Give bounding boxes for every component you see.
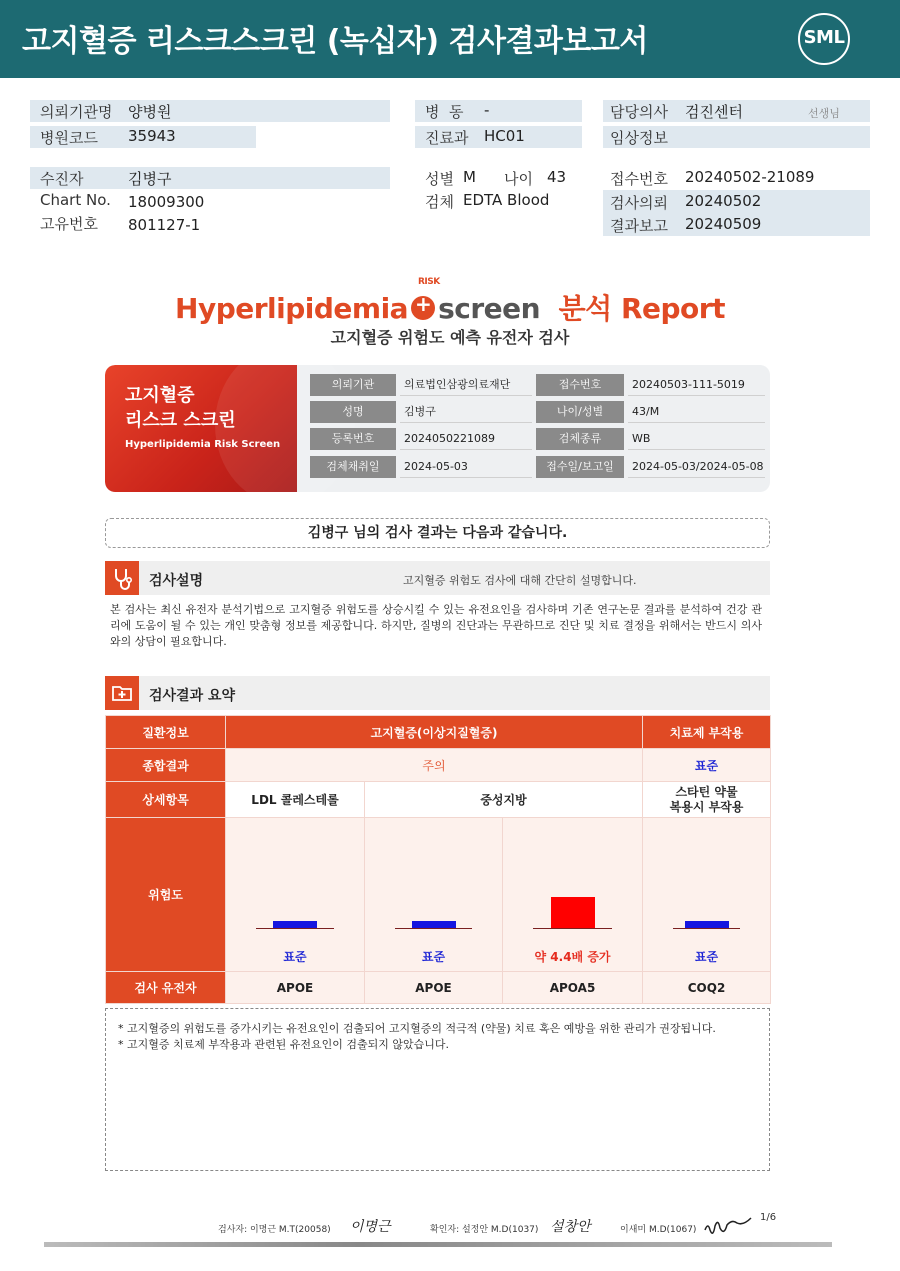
overall-result-drug: 표준: [643, 749, 771, 782]
id-label: 고유번호: [40, 215, 98, 233]
report-subtitle: 고지혈증 위험도 예측 유전자 검사: [330, 328, 570, 347]
risk-label: 표준: [694, 950, 719, 964]
medical-folder-icon: [105, 676, 139, 710]
heading-report: 분석 Report: [558, 292, 725, 325]
disease-name: 고지혈증(이상지질혈증): [226, 716, 643, 749]
request-label: 검사의뢰: [610, 194, 668, 212]
shade-patient: [30, 167, 390, 189]
analysis-report-heading: [0, 277, 900, 327]
card-value: 20240503-111-5019: [628, 374, 765, 396]
overall-result-disease: 주의: [226, 749, 643, 782]
risk-baseline: [395, 928, 472, 929]
sex-value: M: [463, 168, 476, 186]
detail-ldl: LDL 콜레스테롤: [226, 782, 365, 818]
detail-triglyceride: 중성지방: [365, 782, 643, 818]
table-row: [106, 818, 771, 972]
institution-value: 양병원: [128, 103, 172, 121]
sex-label: 성별: [425, 170, 454, 188]
doctor-value: 검진센터: [685, 103, 743, 121]
doctor-suffix: 선생님: [808, 107, 840, 120]
test-description-text: 본 검사는 최신 유전자 분석기법으로 고지혈증 위험도를 상승시킬 수 있는 유전요인을 검사하며 기존 연구논문 결과를 분석하여 건강 관리에 도움이 될 수 있는 개인 맞춤형 정보를 제공합니다. 하지만, 질병의 진단과는 무관하므로 진단 및 치료 결정을 위해서는 반드시 의사와의 상담이 필요합니다.: [110, 603, 762, 648]
sml-logo-text: SML: [803, 27, 845, 48]
dept-value: HC01: [484, 127, 525, 145]
table-row: [106, 716, 771, 749]
card-key: 접수번호: [536, 374, 624, 396]
risk-baseline: [256, 928, 334, 929]
card-value: 43/M: [628, 401, 765, 423]
section-title: 검사결과 요약: [149, 688, 236, 704]
result-intro: 김병구 님의 검사 결과는 다음과 같습니다.: [105, 518, 770, 548]
risk-bar: [273, 921, 317, 928]
card-value: WB: [628, 428, 765, 450]
banner-title: [125, 383, 236, 433]
risk-label: 표준: [421, 950, 446, 964]
chart-value: 18009300: [128, 193, 205, 211]
age-label: 나이: [504, 170, 533, 188]
risk-cell: [643, 818, 771, 972]
gene-name: APOE: [226, 972, 365, 1004]
gene-name: APOA5: [503, 972, 643, 1004]
hospital-code-value: 35943: [128, 127, 176, 145]
section-result-summary: [105, 676, 770, 710]
dept-label: 진료과: [425, 129, 469, 147]
note-line: * 고지혈증의 위험도를 증가시키는 유전요인이 검출되어 고지혈증의 적극적 (약물) 치료 혹은 예방을 위한 관리가 권장됩니다.: [118, 1022, 716, 1035]
row-header-overall: 종합결과: [106, 749, 226, 782]
table-row: [106, 972, 771, 1004]
row-header-disease: 질환정보: [106, 716, 226, 749]
heading-screen: screen: [438, 292, 541, 325]
sml-logo: [798, 13, 850, 65]
id-value: 801127-1: [128, 216, 201, 234]
risk-cell: [226, 818, 365, 972]
card-row: [310, 428, 765, 452]
report-label: 결과보고: [610, 217, 668, 235]
third-signature-scribble: [703, 1216, 755, 1238]
tester-info: 검사자: 이명근 M.T(20058): [218, 1225, 331, 1235]
table-row: [106, 749, 771, 782]
card-banner: [105, 365, 297, 492]
banner-english-title: Hyperlipidemia Risk Screen: [125, 439, 281, 450]
request-value: 20240502: [685, 192, 762, 210]
doctor-label: 담당의사: [610, 103, 668, 121]
note-line: * 고지혈증 치료제 부작용과 관련된 유전요인이 검출되지 않았습니다.: [118, 1038, 449, 1051]
risk-bar: [412, 921, 456, 928]
section-test-description: [105, 561, 770, 595]
report-title-bar: [0, 0, 900, 78]
report-title: 고지혈증 리스크스크린 (녹십자) 검사결과보고서: [22, 24, 648, 59]
drug-side-effect-header: 치료제 부작용: [643, 716, 771, 749]
test-info-card: [105, 365, 770, 492]
banner-title-line2: 리스크 스크린: [125, 410, 236, 431]
patient-label: 수진자: [40, 170, 84, 188]
section-caption: 고지혈증 위험도 검사에 대해 간단히 설명합니다.: [403, 574, 637, 587]
detail-statin: [643, 782, 771, 818]
risk-cell: [503, 818, 643, 972]
risk-cell: [365, 818, 503, 972]
confirmer-info: 확인자: 설정안 M.D(1037): [430, 1225, 539, 1235]
risk-bar: [685, 921, 729, 928]
patient-value: 김병구: [128, 170, 172, 188]
detail-statin-line2: 복용시 부작용: [669, 799, 744, 814]
tester-signature: 이명근: [350, 1219, 391, 1235]
third-signer-info: 이새미 M.D(1067): [620, 1225, 697, 1235]
gene-name: COQ2: [643, 972, 771, 1004]
card-value: 2024050221089: [400, 428, 532, 450]
risk-label: 표준: [283, 950, 307, 964]
card-row: [310, 374, 765, 398]
card-row: [310, 456, 765, 480]
result-summary-table: [105, 715, 771, 1004]
stethoscope-icon: [105, 561, 139, 595]
specimen-value: EDTA Blood: [463, 191, 550, 209]
banner-title-line1: 고지혈증: [125, 385, 195, 406]
risk-baseline: [533, 928, 612, 929]
ward-label: 병 동: [425, 103, 464, 121]
row-header-genes: 검사 유전자: [106, 972, 226, 1004]
card-key: 검체채취일: [310, 456, 396, 478]
table-row: [106, 782, 771, 818]
age-value: 43: [547, 168, 567, 186]
card-value: 의료법인삼광의료재단: [400, 374, 532, 396]
row-header-risk: 위험도: [106, 818, 226, 972]
risk-plus-icon: [411, 296, 435, 320]
card-key: 성명: [310, 401, 396, 423]
report-value: 20240509: [685, 215, 762, 233]
hospital-code-label: 병원코드: [40, 129, 98, 147]
receipt-label: 접수번호: [610, 170, 668, 188]
heading-hyperlipidemia: Hyperlipidemia: [175, 292, 409, 325]
card-key: 검체종류: [536, 428, 624, 450]
confirmer-signature: 설창안: [550, 1219, 591, 1235]
risk-bar: [551, 897, 595, 928]
card-key: 등록번호: [310, 428, 396, 450]
row-header-detail: 상세항목: [106, 782, 226, 818]
specimen-label: 검체: [425, 193, 454, 211]
page-number: 1/6: [760, 1212, 777, 1223]
card-value: 2024-05-03/2024-05-08: [628, 456, 765, 478]
institution-label: 의뢰기관명: [40, 103, 113, 121]
bottom-divider: [44, 1242, 832, 1247]
section-title: 검사설명: [149, 573, 204, 589]
detail-statin-line1: 스타틴 약물: [675, 784, 738, 799]
chart-label: Chart No.: [40, 191, 111, 209]
clinical-label: 임상정보: [610, 129, 668, 147]
card-key: 접수일/보고일: [536, 456, 624, 478]
risk-superscript: RISK: [418, 277, 440, 287]
risk-baseline: [673, 928, 740, 929]
ward-value: -: [484, 101, 490, 119]
card-row: [310, 401, 765, 425]
card-value: 김병구: [400, 401, 532, 423]
card-key: 의뢰기관: [310, 374, 396, 396]
risk-label: 약 4.4배 증가: [534, 950, 611, 964]
receipt-value: 20240502-21089: [685, 168, 815, 186]
card-key: 나이/성별: [536, 401, 624, 423]
gene-name: APOE: [365, 972, 503, 1004]
card-value: 2024-05-03: [400, 456, 532, 478]
result-notes: [105, 1008, 770, 1171]
